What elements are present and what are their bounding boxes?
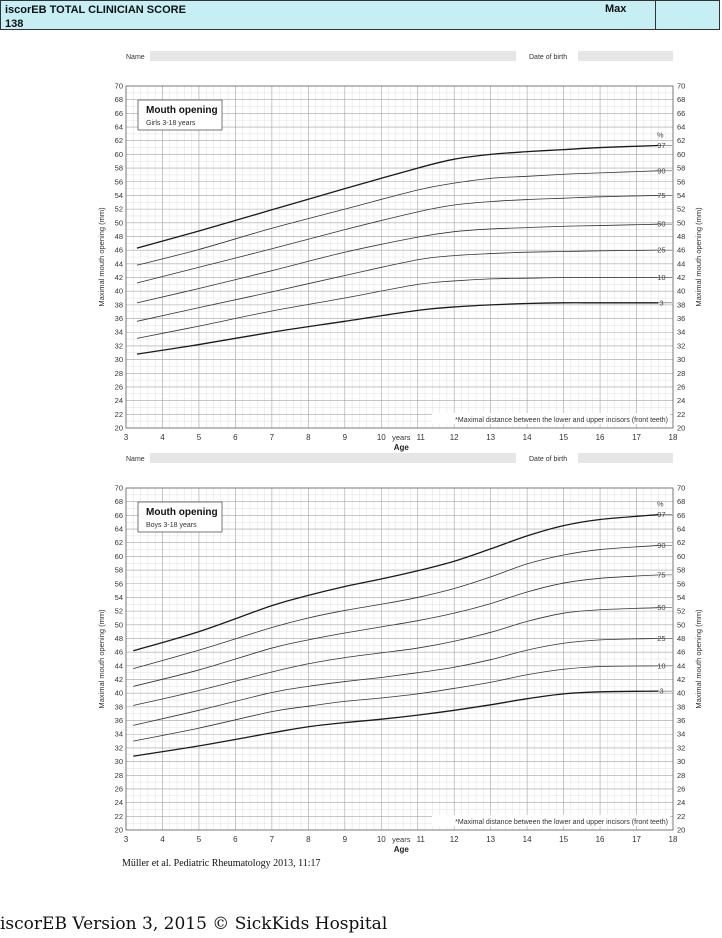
chart0-y-tick-left: 60 [114,149,123,159]
chart1-y-tick-right: 60 [677,551,686,561]
chart1-y-tick-left: 56 [114,579,123,589]
chart0-x-tick-label: 14 [522,433,532,442]
chart0-series-label-p75: 75 [657,190,666,200]
chart0-y-tick-left: 68 [114,95,123,105]
chart0-x-tick-label: 6 [233,433,238,442]
chart1-y-tick-right: 32 [677,743,686,753]
chart0-x-tick-label: 18 [668,433,678,442]
chart0-x-tick-label: 5 [196,433,202,442]
chart1-x-tick-label: 18 [668,835,678,844]
chart0-y-tick-left: 22 [114,409,123,419]
chart1-name-field [150,453,516,463]
chart0-x-tick-label: 15 [559,433,569,442]
chart0-y-tick-right: 56 [677,177,686,187]
chart0-y-tick-right: 66 [677,108,686,118]
chart0-y-tick-right: 54 [677,190,686,200]
chart1-y-axis-label-left: Maximal mouth opening (mm) [97,609,106,709]
chart1-y-tick-left: 20 [114,825,123,835]
chart1-dob-label: Date of birth [529,456,568,463]
chart0-x-tick-label: 16 [595,433,605,442]
chart0-y-tick-right: 22 [677,409,686,419]
chart0-dob-field [578,51,673,61]
chart0-dob-label: Date of birth [529,54,568,61]
chart0-chart-subtitle: Girls 3-18 years [146,120,196,127]
chart1-y-tick-left: 42 [114,675,123,685]
chart0-x-axis-label: Age [393,443,409,452]
chart1-y-tick-left: 50 [114,620,123,630]
chart0-y-tick-left: 24 [114,396,123,406]
chart0-x-tick-label: 7 [269,433,275,442]
chart1-y-tick-right: 28 [677,770,686,780]
chart0-series-line-p3 [137,303,658,354]
chart1-y-tick-left: 62 [114,538,123,548]
chart1-series-label-p97: 97 [657,510,666,520]
chart1-chart-subtitle: Boys 3-18 years [146,522,197,529]
chart1-y-tick-left: 38 [114,702,123,712]
header-max-label: Max [605,3,627,15]
chart0-y-tick-left: 30 [114,355,123,365]
chart1-y-tick-right: 24 [677,798,686,808]
chart1-y-tick-right: 42 [677,675,686,685]
chart1-y-tick-right: 26 [677,784,686,794]
header-title-line1: iscorEB TOTAL CLINICIAN SCORE [5,4,186,16]
chart1-y-tick-left: 48 [114,633,123,643]
chart0-footnote: *Maximal distance between the lower and upper incisors (front teeth) [455,417,668,424]
chart0-y-tick-right: 28 [677,368,686,378]
chart1-y-tick-right: 68 [677,497,686,507]
chart1-x-axis-label: Age [393,845,409,854]
chart0-name-label: Name [126,54,145,61]
chart1-x-tick-label: 13 [486,835,496,844]
chart0-y-tick-right: 50 [677,218,686,228]
chart1-y-tick-left: 26 [114,784,123,794]
chart1-y-tick-right: 40 [677,688,686,698]
chart1-y-tick-left: 44 [114,661,123,671]
header-title [5,3,186,31]
chart1-y-tick-left: 68 [114,497,123,507]
chart1-y-tick-right: 62 [677,538,686,548]
chart0-series-line-p75 [137,195,658,283]
chart0-y-tick-left: 58 [114,163,123,173]
chart0-series-label-p25: 25 [657,245,666,255]
chart0-y-axis-label-left: Maximal mouth opening (mm) [97,207,106,307]
chart0-x-tick-label: 11 [416,433,425,442]
chart0-x-tick-label: 4 [160,433,165,442]
chart0-y-tick-right: 60 [677,149,686,159]
header-title-line2: 138 [5,18,24,30]
chart1-y-tick-left: 28 [114,770,123,780]
chart0-y-tick-left: 26 [114,382,123,392]
chart0-y-tick-right: 44 [677,259,686,269]
chart1-x-tick-label: 11 [416,835,425,844]
chart1-y-tick-left: 40 [114,688,123,698]
chart1-y-tick-right: 64 [677,524,686,534]
chart0-y-tick-left: 40 [114,286,123,296]
header-divider [655,1,656,29]
chart1-x-tick-label: 10 [376,835,386,844]
chart0-x-tick-label: 10 [376,433,386,442]
chart1-percent-label: % [656,499,664,509]
clinician-score-header [0,0,720,30]
chart0-y-tick-left: 28 [114,368,123,378]
chart1-y-tick-right: 52 [677,606,686,616]
chart1-x-tick-label: 15 [559,835,569,844]
chart1-x-tick-label: 17 [632,835,641,844]
chart1-y-tick-right: 48 [677,633,686,643]
chart1-y-tick-right: 46 [677,647,686,657]
chart0-y-tick-left: 44 [114,259,123,269]
chart1-y-tick-left: 52 [114,606,123,616]
chart0-y-tick-left: 54 [114,190,123,200]
chart1-name-label: Name [126,456,145,463]
chart1-y-tick-right: 36 [677,716,686,726]
chart0-series-line-p25 [137,250,658,321]
chart0-y-tick-right: 30 [677,355,686,365]
chart1-y-tick-left: 30 [114,757,123,767]
chart0-y-tick-right: 40 [677,286,686,296]
chart0-y-tick-right: 62 [677,136,686,146]
chart1-y-tick-right: 20 [677,825,686,835]
chart0-series-line-p10 [137,277,658,338]
chart0-y-tick-right: 38 [677,300,686,310]
chart0-y-tick-right: 46 [677,245,686,255]
chart0-y-tick-right: 26 [677,382,686,392]
chart1-series-label-p75: 75 [657,570,666,580]
chart1-chart-title: Mouth opening [146,507,218,518]
chart1-x-tick-label: 12 [449,835,459,844]
chart1-series-label-p10: 10 [657,661,666,671]
chart1-y-tick-left: 24 [114,798,123,808]
chart0-series-label-p90: 90 [657,166,666,176]
chart1-y-tick-right: 50 [677,620,686,630]
chart1-y-tick-left: 22 [114,811,123,821]
chart1-y-tick-left: 54 [114,592,123,602]
chart0-y-tick-left: 66 [114,108,123,118]
chart0-y-tick-left: 52 [114,204,123,214]
chart0-y-tick-left: 50 [114,218,123,228]
chart0-y-tick-right: 52 [677,204,686,214]
chart0-y-tick-right: 64 [677,122,686,132]
chart0-y-tick-left: 32 [114,341,123,351]
chart1-y-tick-right: 30 [677,757,686,767]
chart0-y-tick-left: 62 [114,136,123,146]
chart0-x-tick-label: 8 [306,433,311,442]
chart0-y-tick-left: 56 [114,177,123,187]
chart1-y-tick-right: 66 [677,510,686,520]
chart1-series-label-p3: 3 [659,686,664,696]
chart0-series-line-p97 [137,146,658,249]
chart1-y-tick-right: 34 [677,729,686,739]
chart0-y-tick-right: 48 [677,231,686,241]
chart0-percent-label: % [656,130,664,140]
chart1-y-tick-right: 38 [677,702,686,712]
chart0-y-tick-right: 70 [677,81,686,91]
chart0-y-tick-left: 38 [114,300,123,310]
chart0-chart-title: Mouth opening [146,105,218,116]
chart1-y-tick-right: 44 [677,661,686,671]
chart0-x-tick-label: 3 [123,433,129,442]
chart1-y-tick-left: 46 [114,647,123,657]
chart0-y-tick-right: 68 [677,95,686,105]
chart0-y-tick-left: 20 [114,423,123,433]
chart0-y-tick-right: 58 [677,163,686,173]
chart1-minor-grid [126,488,673,830]
chart0-y-tick-left: 46 [114,245,123,255]
chart0-x-tick-label: 17 [632,433,641,442]
chart0-y-tick-right: 42 [677,273,686,283]
chart1-y-tick-right: 56 [677,579,686,589]
chart1-x-tick-label: 6 [233,835,238,844]
chart1-dob-field [578,453,673,463]
chart1-y-tick-left: 60 [114,551,123,561]
boys-mouth-opening-chart [0,446,722,858]
chart0-x-unit-label: years [392,433,411,442]
chart0-name-field [150,51,516,61]
chart1-x-tick-label: 9 [342,835,348,844]
chart0-x-tick-label: 9 [342,433,348,442]
chart1-series-label-p50: 50 [657,603,666,613]
chart1-x-tick-label: 3 [123,835,129,844]
chart0-y-tick-left: 70 [114,81,123,91]
chart0-minor-grid [126,86,673,428]
chart0-y-tick-right: 24 [677,396,686,406]
chart1-series-label-p90: 90 [657,540,666,550]
citation: Müller et al. Pediatric Rheumatology 2013, 11:17 [122,858,321,869]
chart1-y-tick-left: 58 [114,565,123,575]
chart1-y-tick-right: 22 [677,811,686,821]
chart0-y-tick-left: 34 [114,327,123,337]
chart1-y-tick-right: 70 [677,483,686,493]
chart0-x-tick-label: 12 [449,433,459,442]
girls-mouth-opening-chart [0,44,722,456]
chart0-y-tick-right: 34 [677,327,686,337]
chart1-x-unit-label: years [392,835,411,844]
chart0-series-label-p10: 10 [657,273,666,283]
chart0-y-axis-label-right: Maximal mouth opening (mm) [694,207,703,307]
chart0-y-tick-right: 20 [677,423,686,433]
chart0-series-label-p3: 3 [659,298,664,308]
chart0-y-tick-left: 36 [114,314,123,324]
chart1-x-tick-label: 14 [522,835,532,844]
chart1-y-tick-left: 70 [114,483,123,493]
chart0-y-tick-left: 48 [114,231,123,241]
chart1-y-tick-left: 36 [114,716,123,726]
chart1-y-axis-label-right: Maximal mouth opening (mm) [694,609,703,709]
chart0-y-tick-right: 32 [677,341,686,351]
chart1-x-tick-label: 5 [196,835,202,844]
chart1-y-tick-right: 58 [677,565,686,575]
chart1-y-tick-left: 64 [114,524,123,534]
chart1-footnote: *Maximal distance between the lower and upper incisors (front teeth) [455,819,668,826]
chart0-y-tick-left: 42 [114,273,123,283]
chart1-x-tick-label: 8 [306,835,311,844]
chart1-series-label-p25: 25 [657,633,666,643]
chart0-series-label-p97: 97 [657,141,666,151]
footer: iscorEB Version 3, 2015 © SickKids Hospital [0,914,388,934]
chart1-x-tick-label: 7 [269,835,275,844]
chart0-x-tick-label: 13 [486,433,496,442]
chart0-series-label-p50: 50 [657,219,666,229]
chart1-x-tick-label: 16 [595,835,605,844]
chart1-y-tick-left: 32 [114,743,123,753]
chart0-y-tick-right: 36 [677,314,686,324]
chart1-y-tick-left: 34 [114,729,123,739]
chart1-y-tick-right: 54 [677,592,686,602]
chart1-y-tick-left: 66 [114,510,123,520]
chart1-x-tick-label: 4 [160,835,165,844]
chart0-y-tick-left: 64 [114,122,123,132]
